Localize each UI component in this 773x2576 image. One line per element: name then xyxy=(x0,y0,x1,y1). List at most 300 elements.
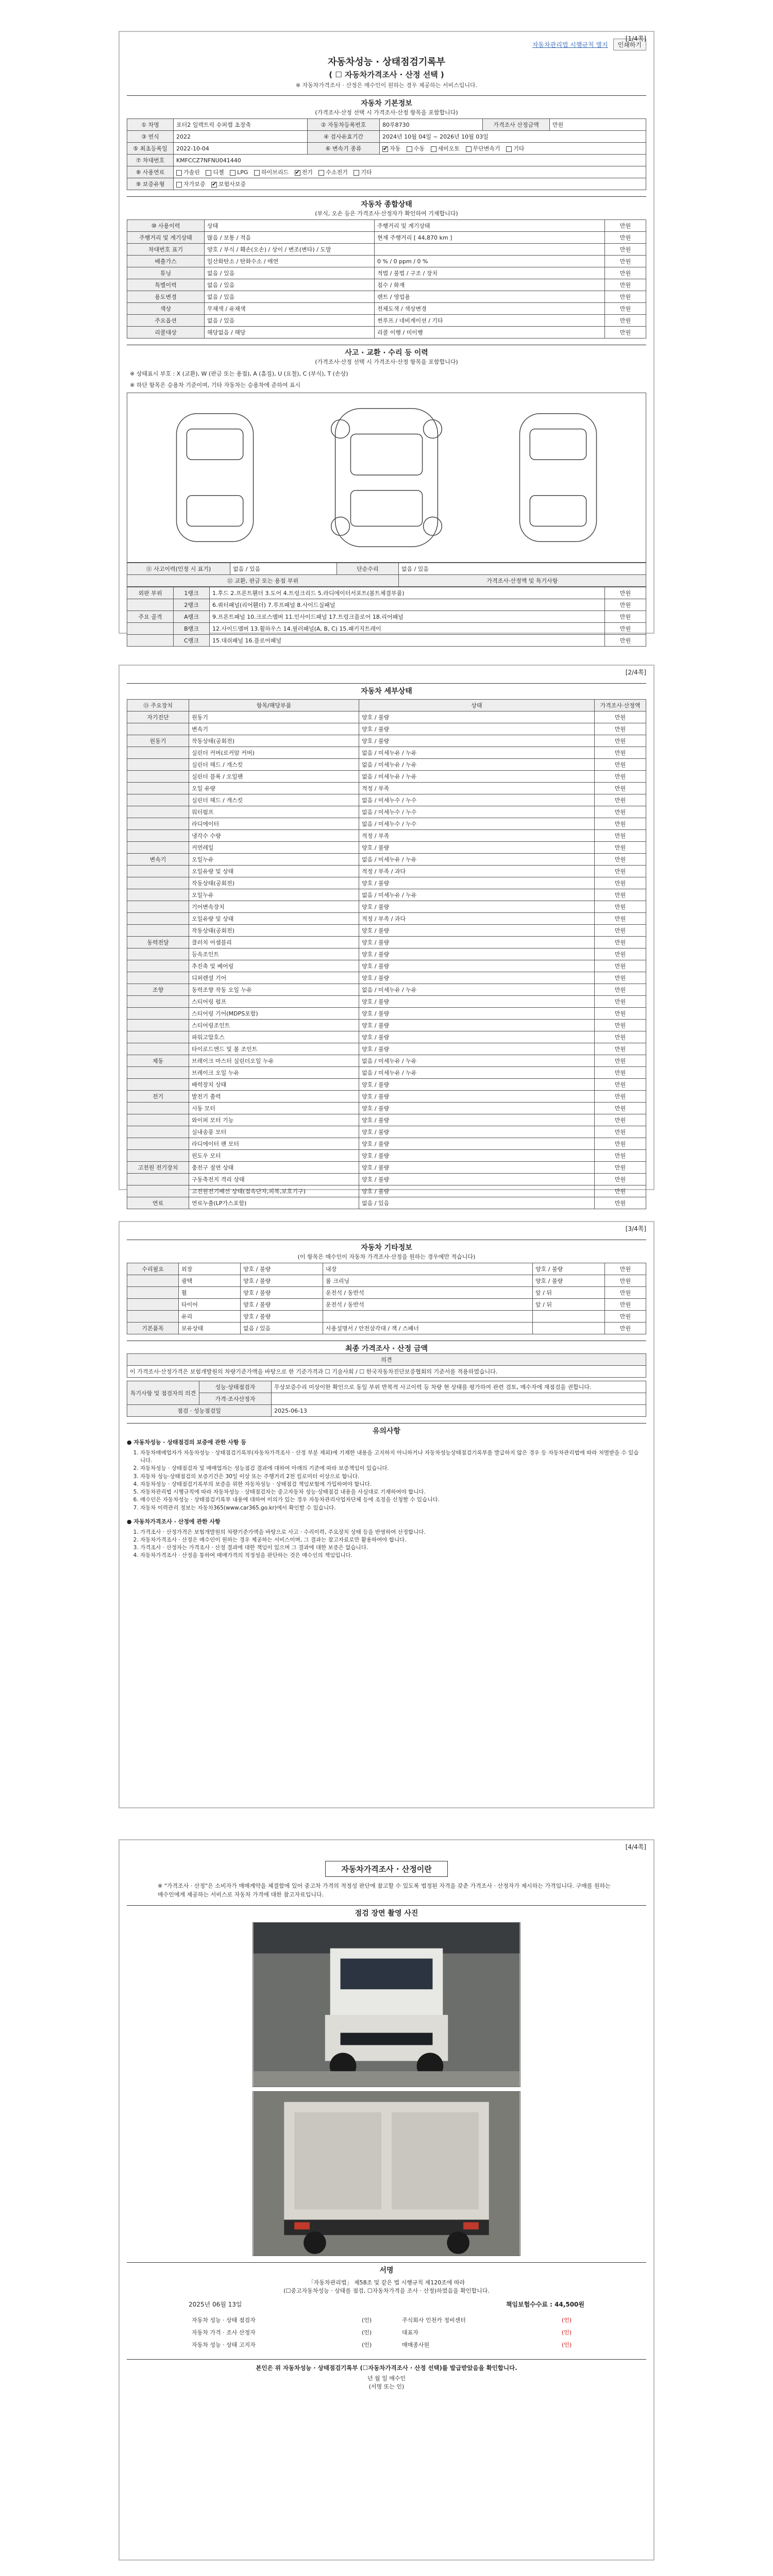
detail-row xyxy=(127,783,646,794)
detail-unit: 만원 xyxy=(595,960,646,972)
signer-mark: (인) xyxy=(362,2342,372,2348)
special-appraiser-label: 가격·조사산정자 xyxy=(199,1393,272,1405)
state-unit: 만원 xyxy=(605,327,646,338)
date-value: 2025-06-13 xyxy=(272,1405,646,1417)
detail-row xyxy=(127,735,646,747)
state-unit: 만원 xyxy=(605,279,646,291)
other-item2: 운전석 / 동반석 xyxy=(323,1299,533,1311)
detail-item: 오일누유 xyxy=(189,854,359,866)
detail-group xyxy=(127,925,189,937)
parts-group xyxy=(127,623,174,635)
other-label xyxy=(127,1311,179,1323)
detail-group xyxy=(127,806,189,818)
detail-row xyxy=(127,889,646,901)
detail-item: 발전기 출력 xyxy=(189,1091,359,1103)
detail-item: 고전원전기배선 상태(접속단자,피복,보호기구) xyxy=(189,1185,359,1197)
detail-row xyxy=(127,877,646,889)
detail-unit: 만원 xyxy=(595,759,646,771)
other-item: 보유상태 xyxy=(179,1323,241,1334)
footer-line-1: 본인은 위 자동차성능 · 상태점검기록부 (☐자동차가격조사 · 산정 선택)를 발급받았음을 확인합니다. xyxy=(256,2364,517,2371)
detail-item: 실내송풍 모터 xyxy=(189,1126,359,1138)
parts-group xyxy=(127,635,174,647)
detail-group: 조향 xyxy=(127,984,189,996)
page-number: [3/4쪽] xyxy=(625,1225,646,1232)
detail-row xyxy=(127,1031,646,1043)
detail-unit: 만원 xyxy=(595,842,646,854)
detail-group xyxy=(127,889,189,901)
detail-unit: 만원 xyxy=(595,948,646,960)
sign-text-2: (☐중고자동차성능 · 상태를 점검, ☐자동차가격을 조사 · 산정)하였음을 확인합니다. xyxy=(283,2287,490,2294)
other-state: 양호 / 불량 xyxy=(241,1275,323,1287)
reg-no-label: ② 자동차등록번호 xyxy=(308,119,380,131)
detail-header: ⑬ 주요장치 xyxy=(127,700,189,711)
detail-state: 양호 / 불량 xyxy=(359,1174,595,1185)
detail-row xyxy=(127,1103,646,1114)
other-unit: 만원 xyxy=(605,1299,646,1311)
document-title: 자동차성능 · 상태점검기록부 xyxy=(327,57,446,67)
detail-row xyxy=(127,806,646,818)
detail-item: 변속기 xyxy=(189,723,359,735)
detail-state: 양호 / 불량 xyxy=(359,1091,595,1103)
state-detail: 리콜 이행 / 미이행 xyxy=(375,327,605,338)
detail-item: 냉각수 수량 xyxy=(189,830,359,842)
detail-unit: 만원 xyxy=(595,1008,646,1020)
detail-unit: 만원 xyxy=(595,877,646,889)
state-label: 주요옵션 xyxy=(127,315,205,327)
parts-rank: A랭크 xyxy=(174,611,210,623)
detail-unit: 만원 xyxy=(595,1197,646,1209)
parts-col-header: 가격조사·산정액 및 특기사항 xyxy=(398,575,646,587)
detail-item: 스티어링 펌프 xyxy=(189,996,359,1008)
parts-group xyxy=(127,599,174,611)
detail-state: 없음 / 미세누유 / 누유 xyxy=(359,1055,595,1067)
regulation-link[interactable]: 자동차관리법 시행규칙 별지 xyxy=(532,41,608,48)
accident-history-table xyxy=(127,563,646,587)
reg-no-value: 80루8730 xyxy=(380,119,483,131)
detail-group xyxy=(127,830,189,842)
detail-item: 커먼레일 xyxy=(189,842,359,854)
detail-state: 양호 / 불량 xyxy=(359,937,595,948)
detail-item: 실린더 헤드 / 개스킷 xyxy=(189,759,359,771)
other-item: 타이어 xyxy=(179,1299,241,1311)
detail-row xyxy=(127,1091,646,1103)
detail-row xyxy=(127,1043,646,1055)
detail-group xyxy=(127,866,189,877)
other-label: 수리필요 xyxy=(127,1263,179,1275)
detail-item: 구동축전지 격리 상태 xyxy=(189,1174,359,1185)
detail-unit: 만원 xyxy=(595,1150,646,1162)
state-row xyxy=(127,267,646,279)
checkbox-icon[interactable] xyxy=(230,170,236,176)
detail-item: 라디에이터 팬 모터 xyxy=(189,1138,359,1150)
top-bar xyxy=(127,37,646,52)
fuel-electric: 전기 xyxy=(301,169,313,176)
caution-item: 2. 자동차가격조사 · 산정은 매수인이 원하는 경우 제공하는 서비스이며, 그 결과는 참고자료로만 활용하여야 합니다. xyxy=(140,1536,641,1544)
detail-row xyxy=(127,771,646,783)
detail-group: 연료 xyxy=(127,1197,189,1209)
detail-state: 없음 / 미세누유 / 누유 xyxy=(359,889,595,901)
detail-unit: 만원 xyxy=(595,901,646,913)
detail-unit: 만원 xyxy=(595,1091,646,1103)
checkbox-icon[interactable] xyxy=(466,146,472,152)
signer-row xyxy=(189,2338,384,2351)
other-label xyxy=(127,1299,179,1311)
detail-state: 양호 / 불량 xyxy=(359,1150,595,1162)
detail-group xyxy=(127,1067,189,1079)
state-label: 주행거리 및 계기상태 xyxy=(127,232,205,244)
caution-sub-2: ● 자동차가격조사 · 산정에 관한 사항 xyxy=(127,1518,221,1525)
overall-state-title: 자동차 종합상태 xyxy=(127,196,646,209)
other-state2 xyxy=(533,1311,605,1323)
state-row xyxy=(127,327,646,338)
detail-item: 오일누유 xyxy=(189,889,359,901)
state-label: 배출가스 xyxy=(127,256,205,267)
other-state2: 양호 / 불량 xyxy=(533,1275,605,1287)
trans-semi: 세미오토 xyxy=(438,145,460,152)
detail-unit: 만원 xyxy=(595,723,646,735)
checkbox-icon[interactable] xyxy=(176,170,182,176)
detail-item: 타이로드엔드 및 볼 조인트 xyxy=(189,1043,359,1055)
detail-unit: 만원 xyxy=(595,996,646,1008)
parts-row xyxy=(127,635,646,647)
state-detail: 0 % / 0 ppm / 0 % xyxy=(375,256,605,267)
detail-group xyxy=(127,1138,189,1150)
detail-group xyxy=(127,901,189,913)
state-item: 양호 / 부식 / 훼손(오손) / 상이 / 변조(변타) / 도말 xyxy=(205,244,375,256)
fuel-options xyxy=(174,166,646,178)
state-detail: 전체도색 / 색상변경 xyxy=(375,303,605,315)
detail-row xyxy=(127,854,646,866)
detail-group xyxy=(127,1008,189,1020)
signer-row xyxy=(189,2314,384,2326)
special-appraiser-text xyxy=(272,1393,646,1405)
caution-item: 4. 자동차가격조사 · 산정을 통하여 매매가격의 적정성을 판단하는 것은 매수인의 책임입니다. xyxy=(140,1552,641,1560)
detail-item: 오일유량 및 상태 xyxy=(189,866,359,877)
state-item: 없음 / 있음 xyxy=(205,279,375,291)
accident-title: 사고 · 교환 · 수리 등 이력 xyxy=(127,345,646,358)
parts-group: 외판 부위 xyxy=(127,587,174,599)
detail-unit: 만원 xyxy=(595,866,646,877)
other-label: 기본품목 xyxy=(127,1323,179,1334)
warranty-label: ⑨ 보증유형 xyxy=(127,178,174,190)
detail-group: 고전원 전기장치 xyxy=(127,1162,189,1174)
detail-state: 양호 / 불량 xyxy=(359,1043,595,1055)
checkbox-icon[interactable] xyxy=(206,170,211,176)
detail-row xyxy=(127,1008,646,1020)
parts-unit: 만원 xyxy=(605,599,646,611)
state-item: 많음 / 보통 / 적음 xyxy=(205,232,375,244)
detail-state: 없음 / 미세누유 / 누유 xyxy=(359,759,595,771)
parts-row xyxy=(127,587,646,599)
other-state: 양호 / 불량 xyxy=(241,1263,323,1275)
document-subtitle: ( ☐ 자동차가격조사 · 산정 선택 ) xyxy=(329,70,444,79)
opinion-header: 의견 xyxy=(127,1354,646,1366)
state-detail: 현재 주행거리 [ 44,870 km ] xyxy=(375,232,605,244)
price-unit: 만원 xyxy=(550,119,646,131)
truck-rear-photo xyxy=(253,2091,520,2256)
state-detail: 주행거리 및 계기상태 xyxy=(375,220,605,232)
detail-item: 와이퍼 모터 기능 xyxy=(189,1114,359,1126)
detail-unit: 만원 xyxy=(595,1162,646,1174)
page-3 xyxy=(119,1221,654,1808)
signer-row xyxy=(399,2326,584,2338)
state-unit: 만원 xyxy=(605,220,646,232)
detail-row xyxy=(127,901,646,913)
detail-group: 전기 xyxy=(127,1091,189,1103)
other-item: 광택 xyxy=(179,1275,241,1287)
detail-group xyxy=(127,723,189,735)
overall-state-table xyxy=(127,219,646,338)
state-item: 무채색 / 유채색 xyxy=(205,303,375,315)
detail-row xyxy=(127,948,646,960)
signer-mark: (인) xyxy=(562,2342,572,2348)
other-row xyxy=(127,1299,646,1311)
detail-state: 양호 / 불량 xyxy=(359,723,595,735)
detail-row xyxy=(127,1185,646,1197)
detail-unit: 만원 xyxy=(595,818,646,830)
parts-unit: 만원 xyxy=(605,635,646,647)
signer-row xyxy=(399,2338,584,2351)
detail-unit: 만원 xyxy=(595,1079,646,1091)
state-item: 일산화탄소 / 탄화수소 / 매연 xyxy=(205,256,375,267)
simple-repair-label: 단순수리 xyxy=(337,563,398,575)
accident-legend-2: ※ 하단 항목은 승용차 기준이며, 기타 자동차는 승용차에 준하여 표시 xyxy=(130,382,301,388)
detail-row xyxy=(127,925,646,937)
parts-rank: B랭크 xyxy=(174,623,210,635)
detail-row xyxy=(127,996,646,1008)
trans-other: 기타 xyxy=(513,145,525,152)
other-info-note: (이 항목은 매수인이 자동차 가격조사·산정을 원하는 경우에만 적습니다) xyxy=(297,1253,476,1260)
detail-row xyxy=(127,794,646,806)
caution-item: 6. 매수인은 자동차성능 · 상태점검기록부 내용에 대하여 이의가 있는 경우 자동차관리사업자단체 등에 조정을 신청할 수 있습니다. xyxy=(140,1496,641,1504)
detail-state: 양호 / 불량 xyxy=(359,1185,595,1197)
detail-item: 충전구 절연 상태 xyxy=(189,1162,359,1174)
detail-group xyxy=(127,1020,189,1031)
detail-item: 작동상태(공회전) xyxy=(189,735,359,747)
detail-group xyxy=(127,996,189,1008)
detail-state: 없음 / 있음 xyxy=(359,1197,595,1209)
detail-group xyxy=(127,948,189,960)
warranty-options xyxy=(174,178,646,190)
detail-state: 적정 / 부족 / 과다 xyxy=(359,866,595,877)
signer-name xyxy=(317,2314,359,2326)
state-label: ⑩ 사용이력 xyxy=(127,220,205,232)
checkbox-icon[interactable] xyxy=(176,182,182,188)
other-unit: 만원 xyxy=(605,1311,646,1323)
detail-row xyxy=(127,1020,646,1031)
detail-item: 브레이크 오일 누유 xyxy=(189,1067,359,1079)
detail-row xyxy=(127,711,646,723)
detail-row xyxy=(127,818,646,830)
detail-row xyxy=(127,1174,646,1185)
detail-unit: 만원 xyxy=(595,972,646,984)
detail-row xyxy=(127,1197,646,1209)
detail-group: 원동기 xyxy=(127,735,189,747)
detail-unit: 만원 xyxy=(595,925,646,937)
detail-group xyxy=(127,1079,189,1091)
basic-info-note: (가격조사·산정 선택 시 가격조사·산정 항목을 포함합니다) xyxy=(315,109,458,116)
detail-unit: 만원 xyxy=(595,889,646,901)
year-label: ③ 연식 xyxy=(127,131,174,143)
signer-role: 자동차 성능 · 상태 점검자 xyxy=(192,2317,256,2324)
detail-unit: 만원 xyxy=(595,1174,646,1185)
trans-cvt: 무단변속기 xyxy=(473,145,500,152)
detail-group xyxy=(127,794,189,806)
detail-group xyxy=(127,877,189,889)
detail-group xyxy=(127,1174,189,1185)
detail-row xyxy=(127,1162,646,1174)
other-label xyxy=(127,1287,179,1299)
state-unit: 만원 xyxy=(605,244,646,256)
detail-state: 없음 / 미세누유 / 누유 xyxy=(359,984,595,996)
detail-unit: 만원 xyxy=(595,1103,646,1114)
checkbox-icon[interactable] xyxy=(295,170,300,176)
opinion-text: 이 가격조사·산정가격은 보험개발원의 차량기준가액을 바탕으로 한 기준가격과 ☐ 기술사회 / ☐ 한국자동차진단보증협회의 기준서를 적용하였습니다. xyxy=(127,1366,646,1378)
state-item: 없음 / 있음 xyxy=(205,267,375,279)
signer-name xyxy=(317,2326,359,2338)
detail-unit: 만원 xyxy=(595,984,646,996)
accident-note: (가격조사·산정 선택 시 가격조사·산정 항목을 포함합니다) xyxy=(315,359,458,365)
checkbox-icon[interactable] xyxy=(318,170,324,176)
signer-row xyxy=(189,2326,384,2338)
detail-group: 변속기 xyxy=(127,854,189,866)
detail-unit: 만원 xyxy=(595,1043,646,1055)
detail-state: 양호 / 불량 xyxy=(359,735,595,747)
detail-row xyxy=(127,972,646,984)
checkbox-icon[interactable] xyxy=(254,170,260,176)
detail-state: 적정 / 부족 / 과다 xyxy=(359,913,595,925)
signers-right xyxy=(399,2314,584,2351)
detail-state: 양호 / 불량 xyxy=(359,1008,595,1020)
print-button[interactable]: 인쇄하기 xyxy=(613,39,646,50)
detail-unit: 만원 xyxy=(595,806,646,818)
detail-row xyxy=(127,747,646,759)
detail-header: 상태 xyxy=(359,700,595,711)
accident-legend-1: ※ 상태표시 부호 : X (교환), W (판금 또는 용접), A (흠집), U (요철), C (부식), T (손상) xyxy=(130,370,348,377)
other-row xyxy=(127,1287,646,1299)
detail-group xyxy=(127,747,189,759)
state-item: 없음 / 있음 xyxy=(205,291,375,303)
parts-items: 6.쿼터패널(리어휀더) 7.루프패널 8.사이드실패널 xyxy=(210,599,605,611)
detail-state: 양호 / 불량 xyxy=(359,948,595,960)
detail-state: 없음 / 미세누수 / 누수 xyxy=(359,806,595,818)
detail-unit: 만원 xyxy=(595,735,646,747)
detail-row xyxy=(127,960,646,972)
other-item: 유리 xyxy=(179,1311,241,1323)
detail-state: 양호 / 불량 xyxy=(359,960,595,972)
sign-date: 2025년 06월 13일 xyxy=(189,2301,242,2308)
state-label: 리콜대상 xyxy=(127,327,205,338)
detail-group xyxy=(127,759,189,771)
special-table xyxy=(127,1381,646,1417)
state-detail: 적법 / 불법 / 구조 / 장치 xyxy=(375,267,605,279)
state-row xyxy=(127,291,646,303)
other-item2: 사용설명서 / 안전삼각대 / 잭 / 스패너 xyxy=(323,1323,533,1334)
checkbox-icon[interactable] xyxy=(211,182,217,188)
other-item2: 운전석 / 동반석 xyxy=(323,1287,533,1299)
accident-row-label: ⑪ 사고이력(인정 시 표기) xyxy=(127,563,230,575)
other-item: 휠 xyxy=(179,1287,241,1299)
footer-line-2: 년 월 일 매수인 xyxy=(367,2375,406,2382)
checkbox-icon[interactable] xyxy=(407,146,412,152)
detail-unit: 만원 xyxy=(595,783,646,794)
fuel-hybrid: 하이브리드 xyxy=(261,169,289,176)
detail-group xyxy=(127,842,189,854)
signer-role: 주식회사 인천카 정비센터 xyxy=(402,2317,466,2324)
transmission-options xyxy=(380,143,646,155)
parts-items: 1.후드 2.프론트휀더 3.도어 4.트렁크리드 5.라디에이터서포트(볼트체결부품) xyxy=(210,587,605,599)
state-item: 없음 / 있음 xyxy=(205,315,375,327)
state-row xyxy=(127,232,646,244)
car-diagram xyxy=(127,393,646,563)
other-item2: 내장 xyxy=(323,1263,533,1275)
detail-state: 없음 / 미세누수 / 누수 xyxy=(359,794,595,806)
state-item: 해당없음 / 해당 xyxy=(205,327,375,338)
parts-items: 9.프론트패널 10.크로스멤버 11.인사이드패널 17.트렁크플로어 18.리어패널 xyxy=(210,611,605,623)
detail-row xyxy=(127,830,646,842)
checkbox-icon[interactable] xyxy=(382,146,388,152)
detail-unit: 만원 xyxy=(595,1020,646,1031)
fee-label: 책임보험수수료 : 44,500원 xyxy=(506,2301,584,2308)
detail-state: 양호 / 불량 xyxy=(359,1162,595,1174)
validity-value: 2024년 10월 04일 ~ 2026년 10월 03일 xyxy=(380,131,646,143)
state-detail: 렌트 / 영업용 xyxy=(375,291,605,303)
trans-manual: 수동 xyxy=(413,145,425,152)
detail-state: 양호 / 불량 xyxy=(359,1079,595,1091)
other-label xyxy=(127,1275,179,1287)
detail-item: 라디에이터 xyxy=(189,818,359,830)
detail-header: 가격조사·산정액 xyxy=(595,700,646,711)
special-inspector-label: 성능·상태점검자 xyxy=(199,1381,272,1393)
other-row xyxy=(127,1275,646,1287)
detail-item: 디퍼렌셜 기어 xyxy=(189,972,359,984)
detail-state: 양호 / 불량 xyxy=(359,972,595,984)
detail-item: 워터펌프 xyxy=(189,806,359,818)
detail-state: 양호 / 불량 xyxy=(359,1020,595,1031)
detail-row xyxy=(127,1067,646,1079)
footer-line-3: (서명 또는 인) xyxy=(368,2383,405,2390)
detail-row xyxy=(127,1055,646,1067)
parts-rank: 2랭크 xyxy=(174,599,210,611)
caution-title: 유의사항 xyxy=(127,1423,646,1436)
state-row xyxy=(127,279,646,291)
detail-item: 연료누출(LP가스포함) xyxy=(189,1197,359,1209)
detail-state: 양호 / 불량 xyxy=(359,877,595,889)
caution-item: 3. 가격조사 · 산정자는 가격조사 · 산정 결과에 대한 책임이 있으며 그 결과에 대한 보증은 없습니다. xyxy=(140,1544,641,1552)
parts-row xyxy=(127,623,646,635)
detail-item: 배력장치 상태 xyxy=(189,1079,359,1091)
checkbox-icon[interactable] xyxy=(354,170,359,176)
fuel-hydrogen: 수소전기 xyxy=(326,169,348,176)
detail-item: 작동상태(공회전) xyxy=(189,877,359,889)
basic-info-table xyxy=(127,118,646,190)
signer-mark: (인) xyxy=(362,2329,372,2336)
detail-state: 양호 / 불량 xyxy=(359,1031,595,1043)
checkbox-icon[interactable] xyxy=(506,146,512,152)
detail-item: 실린더 커버(로커암 커버) xyxy=(189,747,359,759)
other-state2 xyxy=(533,1323,605,1334)
checkbox-icon[interactable] xyxy=(431,146,436,152)
truck-front-photo xyxy=(253,1922,520,2087)
detail-unit: 만원 xyxy=(595,711,646,723)
detail-row xyxy=(127,723,646,735)
fuel-lpg: LPG xyxy=(237,169,248,176)
detail-group xyxy=(127,913,189,925)
page-2 xyxy=(119,665,654,1207)
state-row xyxy=(127,256,646,267)
detail-group xyxy=(127,960,189,972)
special-inspector-text: 무상보증수리 미상이한 확인으로 동일 부위 반복적 사고이력 등 차량 현 상태를 평가하여 관련 검토, 매수자에 재점검을 권합니다. xyxy=(272,1381,646,1393)
